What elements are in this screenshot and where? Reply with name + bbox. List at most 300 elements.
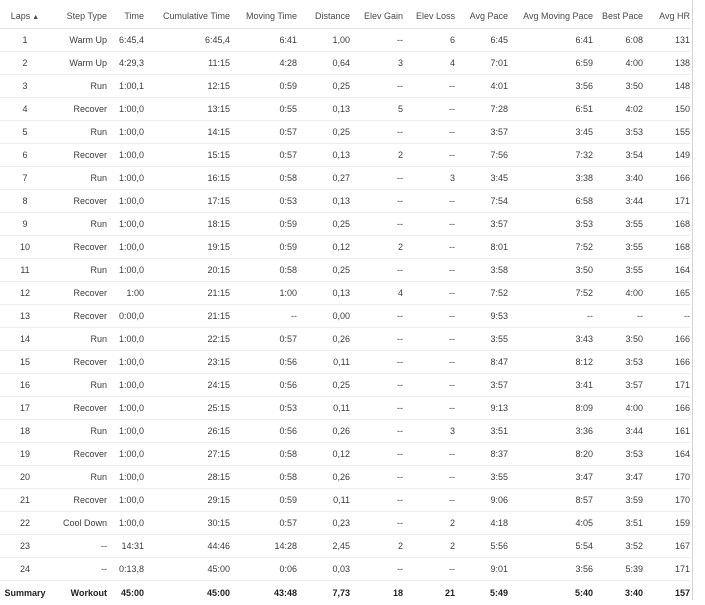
cell-avg-pace: 9:06 xyxy=(455,489,508,512)
cell-distance: 0,23 xyxy=(297,512,350,535)
cell-avg-hr: 164 xyxy=(643,259,690,282)
cell-lap: 7 xyxy=(0,167,50,190)
cell-avg-pace: 7:01 xyxy=(455,52,508,75)
cell-cumulative-time: 12:15 xyxy=(144,75,230,98)
cell-time: 1:00,0 xyxy=(107,374,144,397)
cell-cumulative-time: 21:15 xyxy=(144,282,230,305)
cell-time: 1:00,0 xyxy=(107,167,144,190)
cell-avg-hr: 138 xyxy=(643,52,690,75)
cell-avg-moving-pace: 4:05 xyxy=(508,512,593,535)
cell-lap: 21 xyxy=(0,489,50,512)
cell-distance: 0,13 xyxy=(297,144,350,167)
cell-time: 1:00,0 xyxy=(107,489,144,512)
cell-elev-gain: 2 xyxy=(350,535,403,558)
cell-avg-hr: 165 xyxy=(643,282,690,305)
cell-elev-gain: -- xyxy=(350,190,403,213)
lap-rows xyxy=(0,29,690,581)
cell-distance: 0,12 xyxy=(297,236,350,259)
cell-elev-loss: -- xyxy=(403,328,455,351)
cell-lap: 5 xyxy=(0,121,50,144)
cell-lap: 8 xyxy=(0,190,50,213)
cell-best-pace: 6:08 xyxy=(593,29,643,52)
cell-lap: 9 xyxy=(0,213,50,236)
cell-lap: 20 xyxy=(0,466,50,489)
cell-lap: 2 xyxy=(0,52,50,75)
table-row[interactable] xyxy=(0,52,690,75)
col-header-cumulative-time[interactable]: Cumulative Time xyxy=(144,4,230,29)
cell-avg-pace: 3:45 xyxy=(455,167,508,190)
cell-distance: 1,00 xyxy=(297,29,350,52)
cell-best-pace: 4:02 xyxy=(593,98,643,121)
table-row[interactable] xyxy=(0,213,690,236)
summary-cumulative-time: 45:00 xyxy=(144,581,230,605)
cell-step-type: Run xyxy=(50,167,107,190)
cell-avg-hr: 171 xyxy=(643,374,690,397)
cell-elev-loss: -- xyxy=(403,213,455,236)
table-row[interactable] xyxy=(0,190,690,213)
cell-elev-loss: -- xyxy=(403,397,455,420)
cell-best-pace: 3:55 xyxy=(593,213,643,236)
cell-step-type: Recover xyxy=(50,443,107,466)
cell-avg-moving-pace: 6:59 xyxy=(508,52,593,75)
cell-best-pace: 3:55 xyxy=(593,236,643,259)
cell-avg-pace: 4:01 xyxy=(455,75,508,98)
summary-row xyxy=(0,581,690,605)
cell-elev-gain: -- xyxy=(350,328,403,351)
cell-distance: 2,45 xyxy=(297,535,350,558)
cell-step-type: Cool Down xyxy=(50,512,107,535)
cell-best-pace: 4:00 xyxy=(593,282,643,305)
cell-avg-pace: 7:54 xyxy=(455,190,508,213)
cell-avg-hr: 149 xyxy=(643,144,690,167)
cell-avg-hr: 159 xyxy=(643,512,690,535)
cell-lap: 18 xyxy=(0,420,50,443)
cell-avg-hr: 131 xyxy=(643,29,690,52)
cell-lap: 24 xyxy=(0,558,50,581)
cell-distance: 0,13 xyxy=(297,98,350,121)
cell-avg-pace: 5:56 xyxy=(455,535,508,558)
cell-best-pace: 3:55 xyxy=(593,259,643,282)
cell-step-type: Run xyxy=(50,420,107,443)
cell-moving-time: 0:59 xyxy=(230,213,297,236)
cell-distance: 0,26 xyxy=(297,328,350,351)
cell-lap: 19 xyxy=(0,443,50,466)
cell-avg-hr: 170 xyxy=(643,466,690,489)
cell-distance: 0,13 xyxy=(297,190,350,213)
cell-cumulative-time: 22:15 xyxy=(144,328,230,351)
cell-best-pace: -- xyxy=(593,305,643,328)
col-header-avg-pace[interactable]: Avg Pace xyxy=(455,4,508,29)
cell-best-pace: 3:53 xyxy=(593,121,643,144)
cell-avg-moving-pace: 3:50 xyxy=(508,259,593,282)
col-header-step-type[interactable]: Step Type xyxy=(50,4,107,29)
cell-avg-moving-pace: 3:56 xyxy=(508,75,593,98)
cell-avg-pace: 8:47 xyxy=(455,351,508,374)
cell-distance: 0,13 xyxy=(297,282,350,305)
cell-cumulative-time: 25:15 xyxy=(144,397,230,420)
cell-step-type: Recover xyxy=(50,282,107,305)
cell-time: 4:29,3 xyxy=(107,52,144,75)
cell-avg-moving-pace: 7:52 xyxy=(508,236,593,259)
cell-avg-moving-pace: 3:47 xyxy=(508,466,593,489)
cell-best-pace: 3:51 xyxy=(593,512,643,535)
cell-cumulative-time: 44:46 xyxy=(144,535,230,558)
cell-avg-pace: 9:53 xyxy=(455,305,508,328)
cell-avg-moving-pace: 3:38 xyxy=(508,167,593,190)
table-row[interactable] xyxy=(0,489,690,512)
cell-elev-gain: -- xyxy=(350,305,403,328)
cell-avg-hr: 155 xyxy=(643,121,690,144)
cell-cumulative-time: 11:15 xyxy=(144,52,230,75)
cell-elev-gain: -- xyxy=(350,443,403,466)
cell-avg-moving-pace: 6:51 xyxy=(508,98,593,121)
cell-avg-pace: 8:01 xyxy=(455,236,508,259)
cell-elev-loss: 2 xyxy=(403,512,455,535)
cell-elev-loss: -- xyxy=(403,443,455,466)
cell-elev-loss: -- xyxy=(403,190,455,213)
cell-elev-loss: 3 xyxy=(403,420,455,443)
cell-step-type: Run xyxy=(50,466,107,489)
cell-lap: 12 xyxy=(0,282,50,305)
cell-avg-moving-pace: 3:41 xyxy=(508,374,593,397)
col-label-laps: Laps xyxy=(11,11,31,21)
cell-lap: 14 xyxy=(0,328,50,351)
cell-elev-gain: -- xyxy=(350,29,403,52)
cell-avg-moving-pace: 3:36 xyxy=(508,420,593,443)
table-row[interactable] xyxy=(0,305,690,328)
table-row[interactable] xyxy=(0,29,690,52)
cell-cumulative-time: 23:15 xyxy=(144,351,230,374)
cell-distance: 0,25 xyxy=(297,374,350,397)
table-row[interactable] xyxy=(0,374,690,397)
cell-distance: 0,26 xyxy=(297,466,350,489)
cell-best-pace: 3:53 xyxy=(593,443,643,466)
cell-avg-hr: 171 xyxy=(643,558,690,581)
cell-time: 1:00,0 xyxy=(107,512,144,535)
cell-distance: 0,26 xyxy=(297,420,350,443)
cell-step-type: Run xyxy=(50,75,107,98)
col-header-elev-loss[interactable]: Elev Loss xyxy=(403,4,455,29)
table-row[interactable] xyxy=(0,397,690,420)
table-row[interactable] xyxy=(0,535,690,558)
col-header-laps[interactable] xyxy=(0,4,50,29)
cell-time: 1:00,0 xyxy=(107,144,144,167)
cell-time: 1:00 xyxy=(107,282,144,305)
cell-lap: 4 xyxy=(0,98,50,121)
cell-cumulative-time: 29:15 xyxy=(144,489,230,512)
cell-avg-hr: 167 xyxy=(643,535,690,558)
cell-avg-pace: 7:52 xyxy=(455,282,508,305)
summary-distance: 7,73 xyxy=(297,581,350,605)
cell-cumulative-time: 13:15 xyxy=(144,98,230,121)
cell-step-type: Warm Up xyxy=(50,52,107,75)
cell-elev-gain: -- xyxy=(350,259,403,282)
cell-cumulative-time: 6:45,4 xyxy=(144,29,230,52)
cell-avg-hr: 166 xyxy=(643,397,690,420)
col-header-time[interactable]: Time xyxy=(107,4,144,29)
cell-avg-hr: 166 xyxy=(643,328,690,351)
cell-moving-time: -- xyxy=(230,305,297,328)
cell-avg-hr: 170 xyxy=(643,489,690,512)
cell-time: 14:31 xyxy=(107,535,144,558)
cell-avg-hr: 166 xyxy=(643,167,690,190)
cell-best-pace: 3:53 xyxy=(593,351,643,374)
cell-elev-gain: -- xyxy=(350,351,403,374)
cell-cumulative-time: 20:15 xyxy=(144,259,230,282)
table-row[interactable] xyxy=(0,167,690,190)
cell-avg-hr: 150 xyxy=(643,98,690,121)
cell-avg-pace: 3:57 xyxy=(455,374,508,397)
cell-step-type: -- xyxy=(50,558,107,581)
cell-moving-time: 0:06 xyxy=(230,558,297,581)
cell-step-type: Recover xyxy=(50,144,107,167)
cell-time: 6:45,4 xyxy=(107,29,144,52)
cell-avg-pace: 6:45 xyxy=(455,29,508,52)
cell-avg-moving-pace: 5:54 xyxy=(508,535,593,558)
cell-elev-loss: -- xyxy=(403,305,455,328)
cell-avg-pace: 7:28 xyxy=(455,98,508,121)
cell-lap: 17 xyxy=(0,397,50,420)
cell-step-type: Recover xyxy=(50,305,107,328)
cell-cumulative-time: 17:15 xyxy=(144,190,230,213)
cell-distance: 0,00 xyxy=(297,305,350,328)
cell-time: 1:00,0 xyxy=(107,213,144,236)
cell-avg-hr: 168 xyxy=(643,213,690,236)
cell-moving-time: 0:58 xyxy=(230,167,297,190)
cell-time: 1:00,0 xyxy=(107,121,144,144)
cell-elev-loss: 2 xyxy=(403,535,455,558)
cell-best-pace: 3:57 xyxy=(593,374,643,397)
cell-avg-moving-pace: 6:41 xyxy=(508,29,593,52)
cell-cumulative-time: 16:15 xyxy=(144,167,230,190)
cell-time: 1:00,0 xyxy=(107,236,144,259)
cell-cumulative-time: 27:15 xyxy=(144,443,230,466)
cell-elev-gain: -- xyxy=(350,489,403,512)
cell-step-type: Recover xyxy=(50,98,107,121)
cell-moving-time: 0:59 xyxy=(230,75,297,98)
table-row[interactable] xyxy=(0,259,690,282)
cell-moving-time: 4:28 xyxy=(230,52,297,75)
cell-moving-time: 0:56 xyxy=(230,420,297,443)
cell-avg-moving-pace: 3:45 xyxy=(508,121,593,144)
col-header-avg-moving-pace[interactable]: Avg Moving Pace xyxy=(508,4,593,29)
cell-time: 1:00,0 xyxy=(107,466,144,489)
cell-time: 1:00,0 xyxy=(107,351,144,374)
cell-distance: 0,03 xyxy=(297,558,350,581)
cell-avg-moving-pace: 8:12 xyxy=(508,351,593,374)
cell-distance: 0,27 xyxy=(297,167,350,190)
cell-distance: 0,12 xyxy=(297,443,350,466)
cell-elev-loss: -- xyxy=(403,121,455,144)
cell-elev-gain: -- xyxy=(350,167,403,190)
cell-avg-pace: 9:13 xyxy=(455,397,508,420)
summary-time: 45:00 xyxy=(107,581,144,605)
cell-moving-time: 0:57 xyxy=(230,144,297,167)
cell-distance: 0,25 xyxy=(297,75,350,98)
table-row[interactable] xyxy=(0,121,690,144)
cell-lap: 10 xyxy=(0,236,50,259)
col-header-best-pace[interactable]: Best Pace xyxy=(593,4,643,29)
cell-lap: 3 xyxy=(0,75,50,98)
cell-cumulative-time: 24:15 xyxy=(144,374,230,397)
summary-moving-time: 43:48 xyxy=(230,581,297,605)
cell-elev-loss: -- xyxy=(403,75,455,98)
col-header-elev-gain[interactable]: Elev Gain xyxy=(350,4,403,29)
cell-time: 1:00,0 xyxy=(107,98,144,121)
cell-best-pace: 3:59 xyxy=(593,489,643,512)
table-row[interactable] xyxy=(0,282,690,305)
cell-lap: 22 xyxy=(0,512,50,535)
cell-best-pace: 4:00 xyxy=(593,397,643,420)
summary-step-type: Workout xyxy=(50,581,107,605)
cell-time: 1:00,0 xyxy=(107,190,144,213)
cell-best-pace: 3:50 xyxy=(593,328,643,351)
cell-avg-pace: 4:18 xyxy=(455,512,508,535)
table-header-row xyxy=(0,4,690,29)
cell-avg-pace: 3:57 xyxy=(455,121,508,144)
cell-time: 1:00,0 xyxy=(107,259,144,282)
cell-avg-hr: 148 xyxy=(643,75,690,98)
laps-table xyxy=(0,4,690,605)
cell-time: 1:00,0 xyxy=(107,443,144,466)
cell-moving-time: 6:41 xyxy=(230,29,297,52)
cell-moving-time: 0:59 xyxy=(230,236,297,259)
cell-avg-moving-pace: -- xyxy=(508,305,593,328)
cell-moving-time: 0:55 xyxy=(230,98,297,121)
cell-elev-gain: -- xyxy=(350,121,403,144)
cell-avg-pace: 3:51 xyxy=(455,420,508,443)
cell-elev-loss: 3 xyxy=(403,167,455,190)
cell-elev-gain: 3 xyxy=(350,52,403,75)
cell-best-pace: 3:47 xyxy=(593,466,643,489)
table-row[interactable] xyxy=(0,144,690,167)
cell-moving-time: 0:56 xyxy=(230,351,297,374)
cell-elev-loss: -- xyxy=(403,489,455,512)
table-row[interactable] xyxy=(0,98,690,121)
col-header-distance[interactable]: Distance xyxy=(297,4,350,29)
cell-best-pace: 3:50 xyxy=(593,75,643,98)
cell-cumulative-time: 19:15 xyxy=(144,236,230,259)
cell-avg-pace: 7:56 xyxy=(455,144,508,167)
table-row[interactable] xyxy=(0,558,690,581)
cell-elev-loss: -- xyxy=(403,259,455,282)
cell-lap: 13 xyxy=(0,305,50,328)
cell-elev-gain: 2 xyxy=(350,144,403,167)
cell-time: 0:00,0 xyxy=(107,305,144,328)
summary-label: Summary xyxy=(0,581,50,605)
cell-distance: 0,11 xyxy=(297,397,350,420)
cell-cumulative-time: 28:15 xyxy=(144,466,230,489)
table-row[interactable] xyxy=(0,512,690,535)
cell-best-pace: 3:44 xyxy=(593,420,643,443)
cell-elev-gain: 4 xyxy=(350,282,403,305)
cell-step-type: Run xyxy=(50,213,107,236)
cell-avg-moving-pace: 8:20 xyxy=(508,443,593,466)
cell-elev-loss: 6 xyxy=(403,29,455,52)
summary-avg-pace: 5:49 xyxy=(455,581,508,605)
cell-lap: 23 xyxy=(0,535,50,558)
cell-best-pace: 3:44 xyxy=(593,190,643,213)
cell-avg-hr: 161 xyxy=(643,420,690,443)
cell-avg-pace: 8:37 xyxy=(455,443,508,466)
summary-avg-moving-pace: 5:40 xyxy=(508,581,593,605)
cell-moving-time: 1:00 xyxy=(230,282,297,305)
cell-distance: 0,25 xyxy=(297,259,350,282)
cell-lap: 1 xyxy=(0,29,50,52)
cell-moving-time: 0:59 xyxy=(230,489,297,512)
col-header-moving-time[interactable]: Moving Time xyxy=(230,4,297,29)
table-row[interactable] xyxy=(0,466,690,489)
cell-distance: 0,25 xyxy=(297,213,350,236)
cell-moving-time: 0:57 xyxy=(230,121,297,144)
table-row[interactable] xyxy=(0,351,690,374)
cell-elev-gain: -- xyxy=(350,466,403,489)
cell-elev-gain: -- xyxy=(350,512,403,535)
cell-cumulative-time: 45:00 xyxy=(144,558,230,581)
cell-elev-loss: -- xyxy=(403,236,455,259)
cell-avg-hr: -- xyxy=(643,305,690,328)
cell-avg-pace: 3:58 xyxy=(455,259,508,282)
cell-avg-moving-pace: 6:58 xyxy=(508,190,593,213)
table-row[interactable] xyxy=(0,75,690,98)
cell-best-pace: 3:52 xyxy=(593,535,643,558)
cell-distance: 0,11 xyxy=(297,351,350,374)
summary-elev-gain: 18 xyxy=(350,581,403,605)
cell-time: 0:13,8 xyxy=(107,558,144,581)
cell-elev-loss: -- xyxy=(403,374,455,397)
cell-step-type: Recover xyxy=(50,190,107,213)
cell-cumulative-time: 21:15 xyxy=(144,305,230,328)
cell-avg-hr: 166 xyxy=(643,351,690,374)
summary-best-pace: 3:40 xyxy=(593,581,643,605)
cell-elev-gain: -- xyxy=(350,397,403,420)
cell-moving-time: 0:58 xyxy=(230,259,297,282)
cell-lap: 15 xyxy=(0,351,50,374)
cell-lap: 16 xyxy=(0,374,50,397)
cell-step-type: Recover xyxy=(50,351,107,374)
cell-moving-time: 0:53 xyxy=(230,190,297,213)
cell-step-type: Recover xyxy=(50,236,107,259)
cell-lap: 6 xyxy=(0,144,50,167)
cell-avg-pace: 3:55 xyxy=(455,328,508,351)
cell-moving-time: 0:58 xyxy=(230,443,297,466)
table-row[interactable] xyxy=(0,236,690,259)
cell-step-type: Recover xyxy=(50,489,107,512)
cell-avg-moving-pace: 8:09 xyxy=(508,397,593,420)
summary-avg-hr: 157 xyxy=(643,581,690,605)
cell-avg-moving-pace: 7:32 xyxy=(508,144,593,167)
cell-lap: 11 xyxy=(0,259,50,282)
cell-elev-gain: -- xyxy=(350,213,403,236)
cell-avg-moving-pace: 8:57 xyxy=(508,489,593,512)
cell-elev-gain: -- xyxy=(350,75,403,98)
cell-cumulative-time: 18:15 xyxy=(144,213,230,236)
cell-elev-loss: -- xyxy=(403,351,455,374)
cell-elev-loss: -- xyxy=(403,98,455,121)
table-row[interactable] xyxy=(0,420,690,443)
cell-best-pace: 5:39 xyxy=(593,558,643,581)
cell-avg-moving-pace: 3:53 xyxy=(508,213,593,236)
cell-time: 1:00,1 xyxy=(107,75,144,98)
cell-step-type: -- xyxy=(50,535,107,558)
cell-avg-pace: 3:55 xyxy=(455,466,508,489)
table-row[interactable] xyxy=(0,328,690,351)
table-row[interactable] xyxy=(0,443,690,466)
cell-step-type: Run xyxy=(50,121,107,144)
cell-elev-gain: -- xyxy=(350,420,403,443)
cell-avg-moving-pace: 7:52 xyxy=(508,282,593,305)
col-header-avg-hr[interactable]: Avg HR xyxy=(643,4,690,29)
